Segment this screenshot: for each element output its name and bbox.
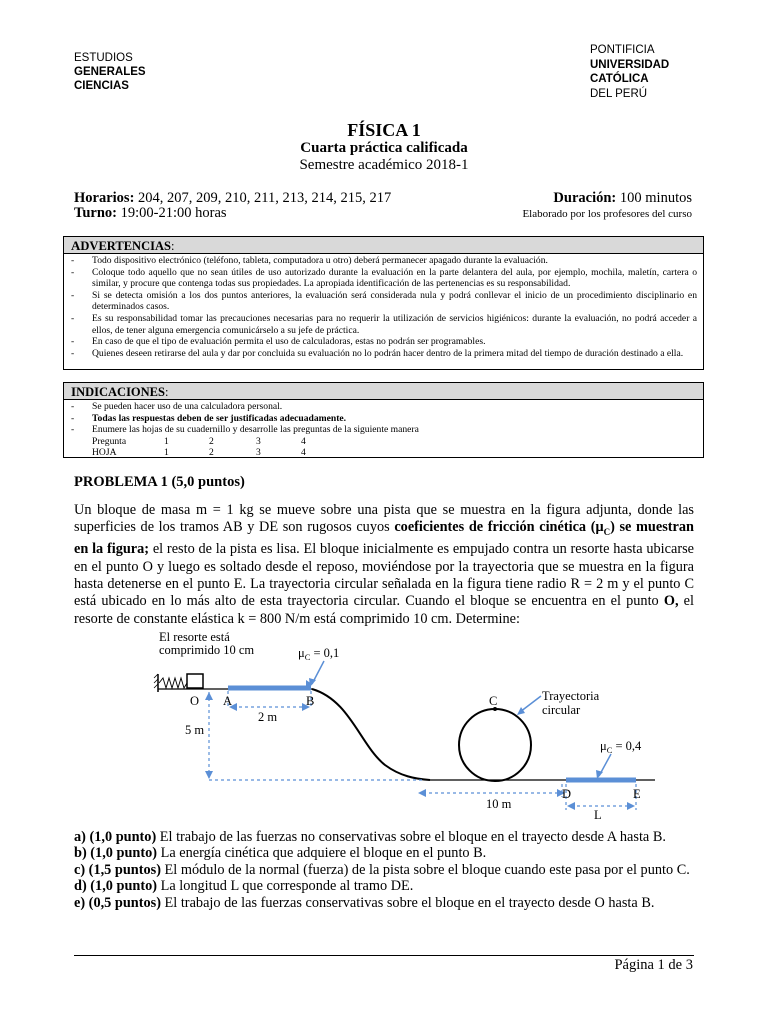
list-item: - Quienes deseen retirarse del aula y dar por concluida su evaluación no lo podrán hacer dentro de la primera mitad del tiempo de duración destinado a ella. — [71, 347, 684, 359]
question-b: b) (1,0 punto) La energía cinética que adquiere el bloque en el punto B. — [74, 845, 487, 862]
indicaciones-colon: : — [164, 385, 169, 399]
question-c: c) (1,5 puntos) El módulo de la normal (fuerza) de la pista sobre el bloque cuando este pasa por el punto C. — [74, 861, 690, 878]
duracion-line — [553, 190, 692, 207]
horarios-label: Horarios: — [74, 190, 135, 206]
turno-line — [74, 205, 227, 222]
indicaciones-header — [64, 383, 703, 400]
footer-divider — [74, 955, 694, 956]
point-c-label: C — [489, 694, 498, 708]
problem-title: PROBLEMA 1 (5,0 puntos) — [74, 474, 245, 490]
block — [187, 674, 203, 688]
spring-label-line2: comprimido 10 cm — [159, 643, 255, 657]
height-label: 5 m — [185, 723, 205, 737]
logo-line-estudios: ESTUDIOS — [74, 52, 133, 64]
advertencias-cap: A — [71, 238, 81, 253]
track-figure — [0, 620, 768, 830]
logo-line-del-peru: DEL PERÚ — [590, 87, 648, 100]
logo-line-pontificia: PONTIFICIA — [590, 44, 655, 56]
duracion-value: 100 minutos — [616, 190, 692, 206]
question-d: d) (1,0 punto) La longitud L que corresponde al tramo DE. — [74, 878, 414, 895]
horarios-value: 204, 207, 209, 210, 211, 213, 214, 215, 217 — [134, 190, 392, 206]
advertencias-header — [64, 237, 703, 254]
advertencias-rest: DVERTENCIAS — [80, 239, 171, 253]
circular-loop — [459, 709, 531, 781]
list-item: - Es su responsabilidad tomar las precauciones necesarias para no requerir la utilización de servicios higiénicos: durante la evaluación, no podrá acceder a ellos, de tener alguna emergencia comunicárselo a su jefe de práctica. — [71, 312, 697, 336]
question-a: a) (1,0 punto) El trabajo de las fuerzas no conservativas sobre el bloque en el trayecto desde A hasta B. — [74, 829, 666, 845]
semester-label: Semestre académico 2018-1 — [299, 157, 469, 173]
question-e: e) (0,5 puntos) El trabajo de las fuerzas conservativas sobre el bloque en el trayecto desde O hasta B. — [74, 894, 655, 911]
list-item: - Se pueden hacer uso de una calculadora personal. — [71, 401, 283, 412]
spring — [159, 678, 187, 688]
distance-10-label: 10 m — [486, 797, 512, 811]
hoja-row: HOJA 1 2 3 4 — [92, 447, 306, 459]
advertencias-box — [63, 236, 704, 370]
mu-ab-label: $\mu_C = 0,1$ — [298, 646, 340, 662]
indicaciones-rest: NDICACIONES — [76, 385, 165, 399]
question-list — [74, 829, 704, 911]
point-d-label: D — [562, 787, 572, 801]
list-item: - Todo dispositivo electrónico (teléfono, tableta, computadora u otro) deberá permanecer apagado durante la evaluación. — [71, 255, 548, 266]
problem-statement: Un bloque de masa m = 1 kg se mueve sobre una pista que se muestra en la figura adjunta, donde las superficies de los tramos AB y DE son rugosos cuyos coeficientes de fricción cinética $(\mu_C)$ se muestran en la figura; el resto de la pista es lisa. El bloque inicialmente es empujado contra un resorte hasta ubicarse en el punto O y luego es soltado desde el reposo, moviéndose por la trayectoria que se muestra en la figura hasta detenerse en el punto E. La trayectoria circular señalada en la figura tiene radio R = 2 m y el punto C está ubicado en lo más alto de esta trayectoria circular. Cuando el bloque se encuentra en el punto O, el resorte de constante elástica k = 800 N/m está comprimido 10 cm. Determine: — [74, 502, 694, 627]
left-institution-logo — [74, 51, 146, 93]
document-subtitle: Cuarta práctica calificada — [300, 140, 468, 156]
turno-value: 19:00-21:00 horas — [116, 205, 227, 221]
point-b-label: B — [306, 694, 315, 708]
list-item: - Todas las respuestas deben de ser justificadas adecuadamente. — [71, 412, 347, 424]
point-a-label: A — [223, 694, 233, 708]
spring-label-line1: El resorte está — [159, 630, 230, 644]
indicaciones-list — [64, 400, 703, 462]
trajectory-label-line1: Trayectoria — [542, 689, 600, 703]
indicaciones-box — [63, 382, 704, 458]
list-item: - En caso de que el tipo de evaluación permita el uso de calculadoras, estas no podrán ser programables. — [71, 336, 486, 348]
elaborado-note: Elaborado por los profesores del curso — [522, 208, 692, 220]
document-title: FÍSICA 1 — [347, 120, 421, 140]
mu-de-label: $\mu_C = 0,4$ — [600, 739, 642, 755]
logo-line-catolica: CATÓLICA — [590, 73, 649, 85]
advertencias-colon: : — [170, 239, 175, 253]
list-item: - Si se detecta omisión a los dos puntos anteriores, la evaluación será considerada nula y podrá conllevar el inicio de un procedimiento disciplinario en determinados casos. — [71, 289, 697, 313]
logo-line-universidad: UNIVERSIDAD — [590, 58, 670, 71]
indicaciones-cap: I — [71, 384, 77, 399]
slope-curve — [312, 689, 430, 780]
duracion-label: Duración: — [553, 190, 617, 206]
list-item: - Coloque todo aquello que no sean útiles de uso autorizado durante la evaluación en la parte delantera del aula, por ejemplo, mochila, maletín, cartera o similar, y procure que contenga todas sus propiedades. La apropiada identificación de las pertenencias es su responsabilidad. — [71, 266, 697, 290]
advertencias-list — [64, 254, 703, 362]
distance-ab-label: 2 m — [258, 710, 278, 724]
trajectory-label-line2: circular — [542, 703, 581, 717]
logo-line-generales: GENERALES — [74, 66, 146, 78]
university-logo — [590, 43, 669, 101]
list-item: - Enumere las hojas de su cuadernillo y desarrolle las preguntas de la siguiente manera — [71, 424, 419, 436]
length-l-label: L — [594, 808, 602, 822]
point-e-label: E — [633, 787, 641, 801]
turno-label: Turno: — [74, 205, 117, 221]
point-o-label: O — [190, 694, 200, 708]
pregunta-row: Pregunta 1 2 3 4 — [92, 435, 306, 447]
page-number: Página 1 de 3 — [614, 957, 693, 973]
logo-line-ciencias: CIENCIAS — [74, 80, 129, 92]
